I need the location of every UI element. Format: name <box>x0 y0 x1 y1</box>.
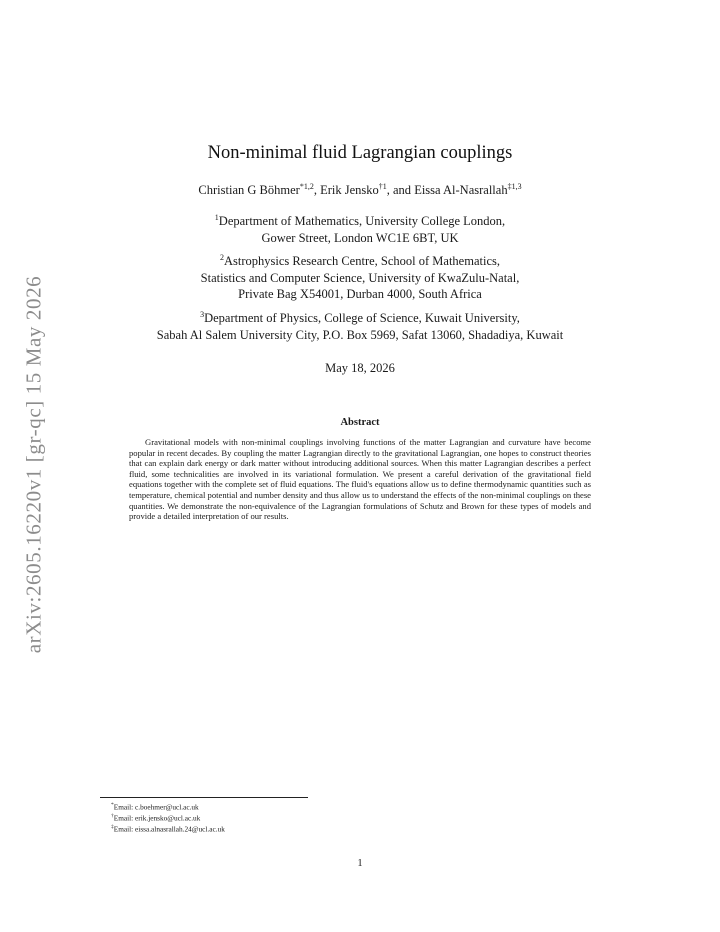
affiliation-number: 3 <box>200 310 205 319</box>
author-marks: *1,2 <box>299 182 314 191</box>
footnote-rule <box>100 797 308 798</box>
affiliation-3 <box>0 307 720 343</box>
footnote-mark: ‡ <box>111 824 114 831</box>
author-name: Christian G Böhmer <box>198 183 300 198</box>
affiliation-number: 1 <box>214 213 219 222</box>
affiliation-line: Department of Physics, College of Science, Kuwait University, <box>204 311 520 326</box>
footnote-mark: † <box>111 813 114 820</box>
author-marks: †1 <box>378 182 387 191</box>
footnote-email: erik.jensko@ucl.ac.uk <box>135 813 201 823</box>
publication-date: May 18, 2026 <box>325 361 395 375</box>
author-name: Erik Jensko <box>320 183 379 198</box>
footnote-email: c.boehmer@ucl.ac.uk <box>135 802 199 812</box>
arxiv-identifier-text: arXiv:2605.16220v1 [gr-qc] 15 May 2026 <box>21 275 46 653</box>
footnotes <box>111 801 225 835</box>
paper-title: Non-minimal fluid Lagrangian couplings <box>207 143 513 163</box>
abstract-heading: Abstract <box>340 417 380 428</box>
affiliation-line: Private Bag X54001, Durban 4000, South Africa <box>238 287 482 302</box>
footnote-email: eissa.alnasrallah.24@ucl.ac.uk <box>135 824 225 834</box>
footnote-label: Email: <box>113 813 134 823</box>
author-name: Eissa Al-Nasrallah <box>414 183 508 198</box>
affiliation-line: Department of Mathematics, University College London, <box>218 214 506 229</box>
author-separator: , <box>313 183 321 198</box>
footnote-label: Email: <box>113 802 134 812</box>
page-number: 1 <box>357 858 363 869</box>
author-list <box>0 182 720 198</box>
abstract-body: Gravitational models with non-minimal couplings involving functions of the matter Lagrangian and curvature have become popular in recent decades. By coupling the matter Lagrangian directly to the gravitational Lagrangian, one hopes to construct theories that can explain dark energy or dark matter without introducing additional sources. When this matter Lagrangian describes a perfect fluid, some technicalities are involved in its variational formulation. We present a careful derivation of the gravitational field equations together with the complete set of fluid equations. The fluid's equations allow us to define thermodynamic quantities such as temperature, chemical potential and number density and thus allow us to understand the effects of the non-minimal couplings on these quantities. We demonstrate the non-equivalence of the Lagrangian formulations of Schutz and Brown for these types of models and provide a detailed interpretation of our results. <box>129 437 591 522</box>
footnote-item <box>111 801 225 812</box>
author-marks: ‡1,3 <box>507 182 522 191</box>
footnote-item <box>111 823 225 834</box>
affiliation-line: Gower Street, London WC1E 6BT, UK <box>261 230 459 245</box>
affiliation-2 <box>0 250 720 303</box>
affiliation-1 <box>0 210 720 246</box>
affiliation-line: Astrophysics Research Centre, School of Mathematics, <box>224 254 500 269</box>
footnote-mark: * <box>111 802 114 808</box>
affiliation-number: 2 <box>220 253 224 262</box>
affiliation-line: Statistics and Computer Science, University of KwaZulu-Natal, <box>200 270 520 285</box>
footnote-label: Email: <box>113 824 134 834</box>
author-separator: , and <box>386 183 415 198</box>
affiliation-line: Sabah Al Salem University City, P.O. Box 5969, Safat 13060, Shadadiya, Kuwait <box>156 327 564 342</box>
footnote-item <box>111 812 225 823</box>
